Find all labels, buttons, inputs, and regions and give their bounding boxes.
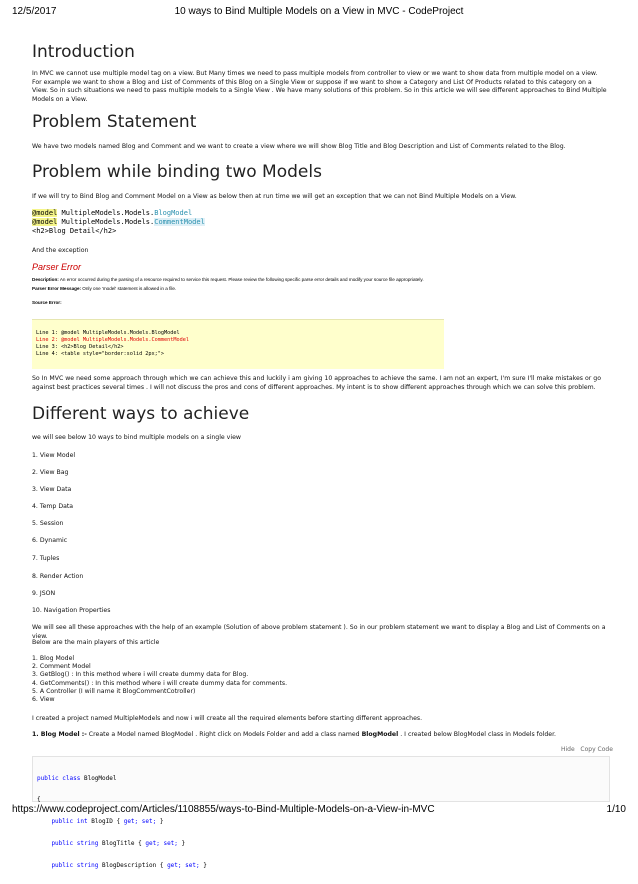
code-line [37, 840, 609, 847]
message-label: Parser Error Message: [32, 286, 82, 291]
code-text: } [177, 840, 186, 848]
description-text: An error occurred during the parsing of a resource required to service this request. Please review the following specific parse error details and modify your source file appropriately. [58, 277, 424, 282]
code-line [37, 862, 609, 869]
players-list [32, 655, 287, 704]
parser-error-message [32, 286, 608, 291]
hide-link[interactable]: Hide [561, 746, 575, 753]
copy-code-link[interactable]: Copy Code [580, 746, 613, 753]
code-keyword: get; set; [145, 840, 178, 848]
list-item: 2. Comment Model [32, 663, 91, 671]
list-item: 2. View Bag [32, 469, 69, 476]
source-line-highlighted: Line 2: @model MultipleModels.Models.CommentModel [36, 337, 190, 343]
parser-error-description [32, 277, 608, 282]
list-item: 4. GetComments() : In this method where i will create dummy data for comments. [32, 679, 288, 687]
list-item: 3. GetBlog() : In this method where i will create dummy data for Blog. [32, 671, 249, 679]
code-keyword: public string [37, 840, 99, 848]
list-item: 7. Tuples [32, 555, 60, 562]
source-error-label [32, 300, 608, 305]
list-item: 6. Dynamic [32, 537, 68, 544]
page-url: https://www.codeproject.com/Articles/1108855/ways-to-Bind-Multiple-Models-on-a-View-in-MVC [12, 804, 435, 815]
print-title: 10 ways to Bind Multiple Models on a View in MVC - CodeProject [174, 6, 464, 17]
print-header [12, 6, 626, 20]
code-text: BlogDescription { [98, 862, 168, 870]
list-item: 4. Temp Data [32, 503, 74, 510]
list-item: 10. Navigation Properties [32, 607, 111, 614]
problem-paragraph: We have two models named Blog and Comment and we want to create a view where we will show Blog Title and Blog Description and List of Comments related to the Blog. [32, 143, 566, 150]
code-text: } [199, 862, 207, 870]
see-all-paragraph: We will see all these approaches with the help of an example (Solution of above problem statement ). So in our problem statement we want to display a Blog and List of Comments on a view. [32, 624, 606, 640]
code-keyword: @model [32, 209, 58, 217]
code-type: BlogModel [154, 209, 193, 217]
print-date: 12/5/2017 [12, 6, 57, 17]
blogmodel-label: 1. Blog Model :- [32, 731, 87, 738]
code-text: BlogID { [87, 818, 124, 826]
players-intro: Below are the main players of this article [32, 639, 160, 646]
source-label: Source Error: [32, 300, 62, 305]
page-number: 1/10 [606, 804, 626, 815]
list-item: 9. JSON [32, 590, 56, 597]
blogmodel-text-end: . I created below BlogModel class in Models folder. [398, 731, 557, 738]
code-type: CommentModel [154, 218, 205, 226]
source-line: Line 1: @model MultipleModels.Models.BlogModel [36, 330, 180, 336]
code-namespace: MultipleModels.Models. [57, 209, 155, 217]
source-line: Line 3: <h2>Blog Detail</h2> [36, 344, 124, 350]
blogmodel-bold: BlogModel [361, 731, 399, 738]
after-exception-paragraph: So In MVC we need some approach through which we can achieve this and luckily i am giving 10 approaches to achieve the same. I am not an expert, I'm sure I'll make mistakes or go against best practices several times . I will not discuss the pros and cons of different approaches. My intent is to show different approaches through which we can solve this problem. [32, 375, 601, 391]
list-item: 5. Session [32, 520, 64, 527]
code-line: { [37, 796, 41, 804]
project-paragraph: I created a project named MultipleModels and now i will create all the required elements before starting different approaches. [32, 715, 423, 722]
code-keyword: public string [37, 862, 99, 870]
code-keyword: get; set; [123, 818, 157, 826]
code-namespace: MultipleModels.Models. [57, 218, 155, 226]
parser-error-title: Parser Error [32, 262, 82, 272]
code-line [37, 818, 609, 825]
list-item: 8. Render Action [32, 573, 84, 580]
model-code-snippet [32, 209, 205, 236]
heading-different-ways: Different ways to achieve [32, 404, 250, 424]
heading-binding-problem: Problem while binding two Models [32, 162, 322, 182]
intro-paragraph: In MVC we cannot use multiple model tag on a view. But Many times we need to pass multiple models from controller to view or we want to show data from multiple model on a view. For example we want to show a Blog and List of Comments of this Blog on a Single View or suppose if we want to show a Category and List Of Products related to this category on a View. So in such situations we need to pass multiple models to a Single View . We have many solutions of this problem. So in this article we will see different approaches to Bind Multiple Models on a View. [32, 70, 607, 103]
list-item: 1. View Model [32, 452, 76, 459]
source-error-box [32, 319, 444, 369]
list-item: 1. Blog Model [32, 655, 75, 662]
description-label: Description: [32, 277, 59, 282]
code-text: } [156, 818, 164, 826]
print-footer [12, 804, 626, 818]
list-item: 3. View Data [32, 486, 72, 493]
list-item: 6. View [32, 696, 55, 704]
ways-intro: we will see below 10 ways to bind multiple models on a single view [32, 434, 241, 441]
code-text: BlogModel [80, 774, 117, 782]
message-text: Only one 'model' statement is allowed in a file. [81, 286, 177, 291]
code-keyword: public int [37, 818, 88, 826]
source-line: Line 4: <table style="border:solid 2px;"> [36, 351, 165, 357]
code-keyword: public class [37, 774, 81, 782]
code-line [37, 775, 609, 782]
binding-paragraph: If we will try to Bind Blog and Comment Model on a View as below then at run time we will get an exception that we can not Bind Multiple Models on a View. [32, 193, 517, 200]
and-exception-text: And the exception [32, 247, 89, 254]
heading-introduction: Introduction [32, 42, 135, 62]
heading-problem-statement: Problem Statement [32, 112, 197, 132]
code-keyword: get; set; [167, 862, 200, 870]
parser-error [32, 262, 608, 305]
code-text: BlogTitle { [98, 840, 146, 848]
blogmodel-text: Create a Model named BlogModel . Right click on Models Folder and add a class named [86, 731, 362, 738]
code-toolbar [561, 746, 613, 753]
code-keyword: @model [32, 218, 58, 226]
blogmodel-paragraph [32, 731, 608, 740]
code-line: <h2>Blog Detail</h2> [32, 227, 117, 235]
list-item: 5. A Controller (I will name it BlogCommentCotroller) [32, 687, 196, 695]
